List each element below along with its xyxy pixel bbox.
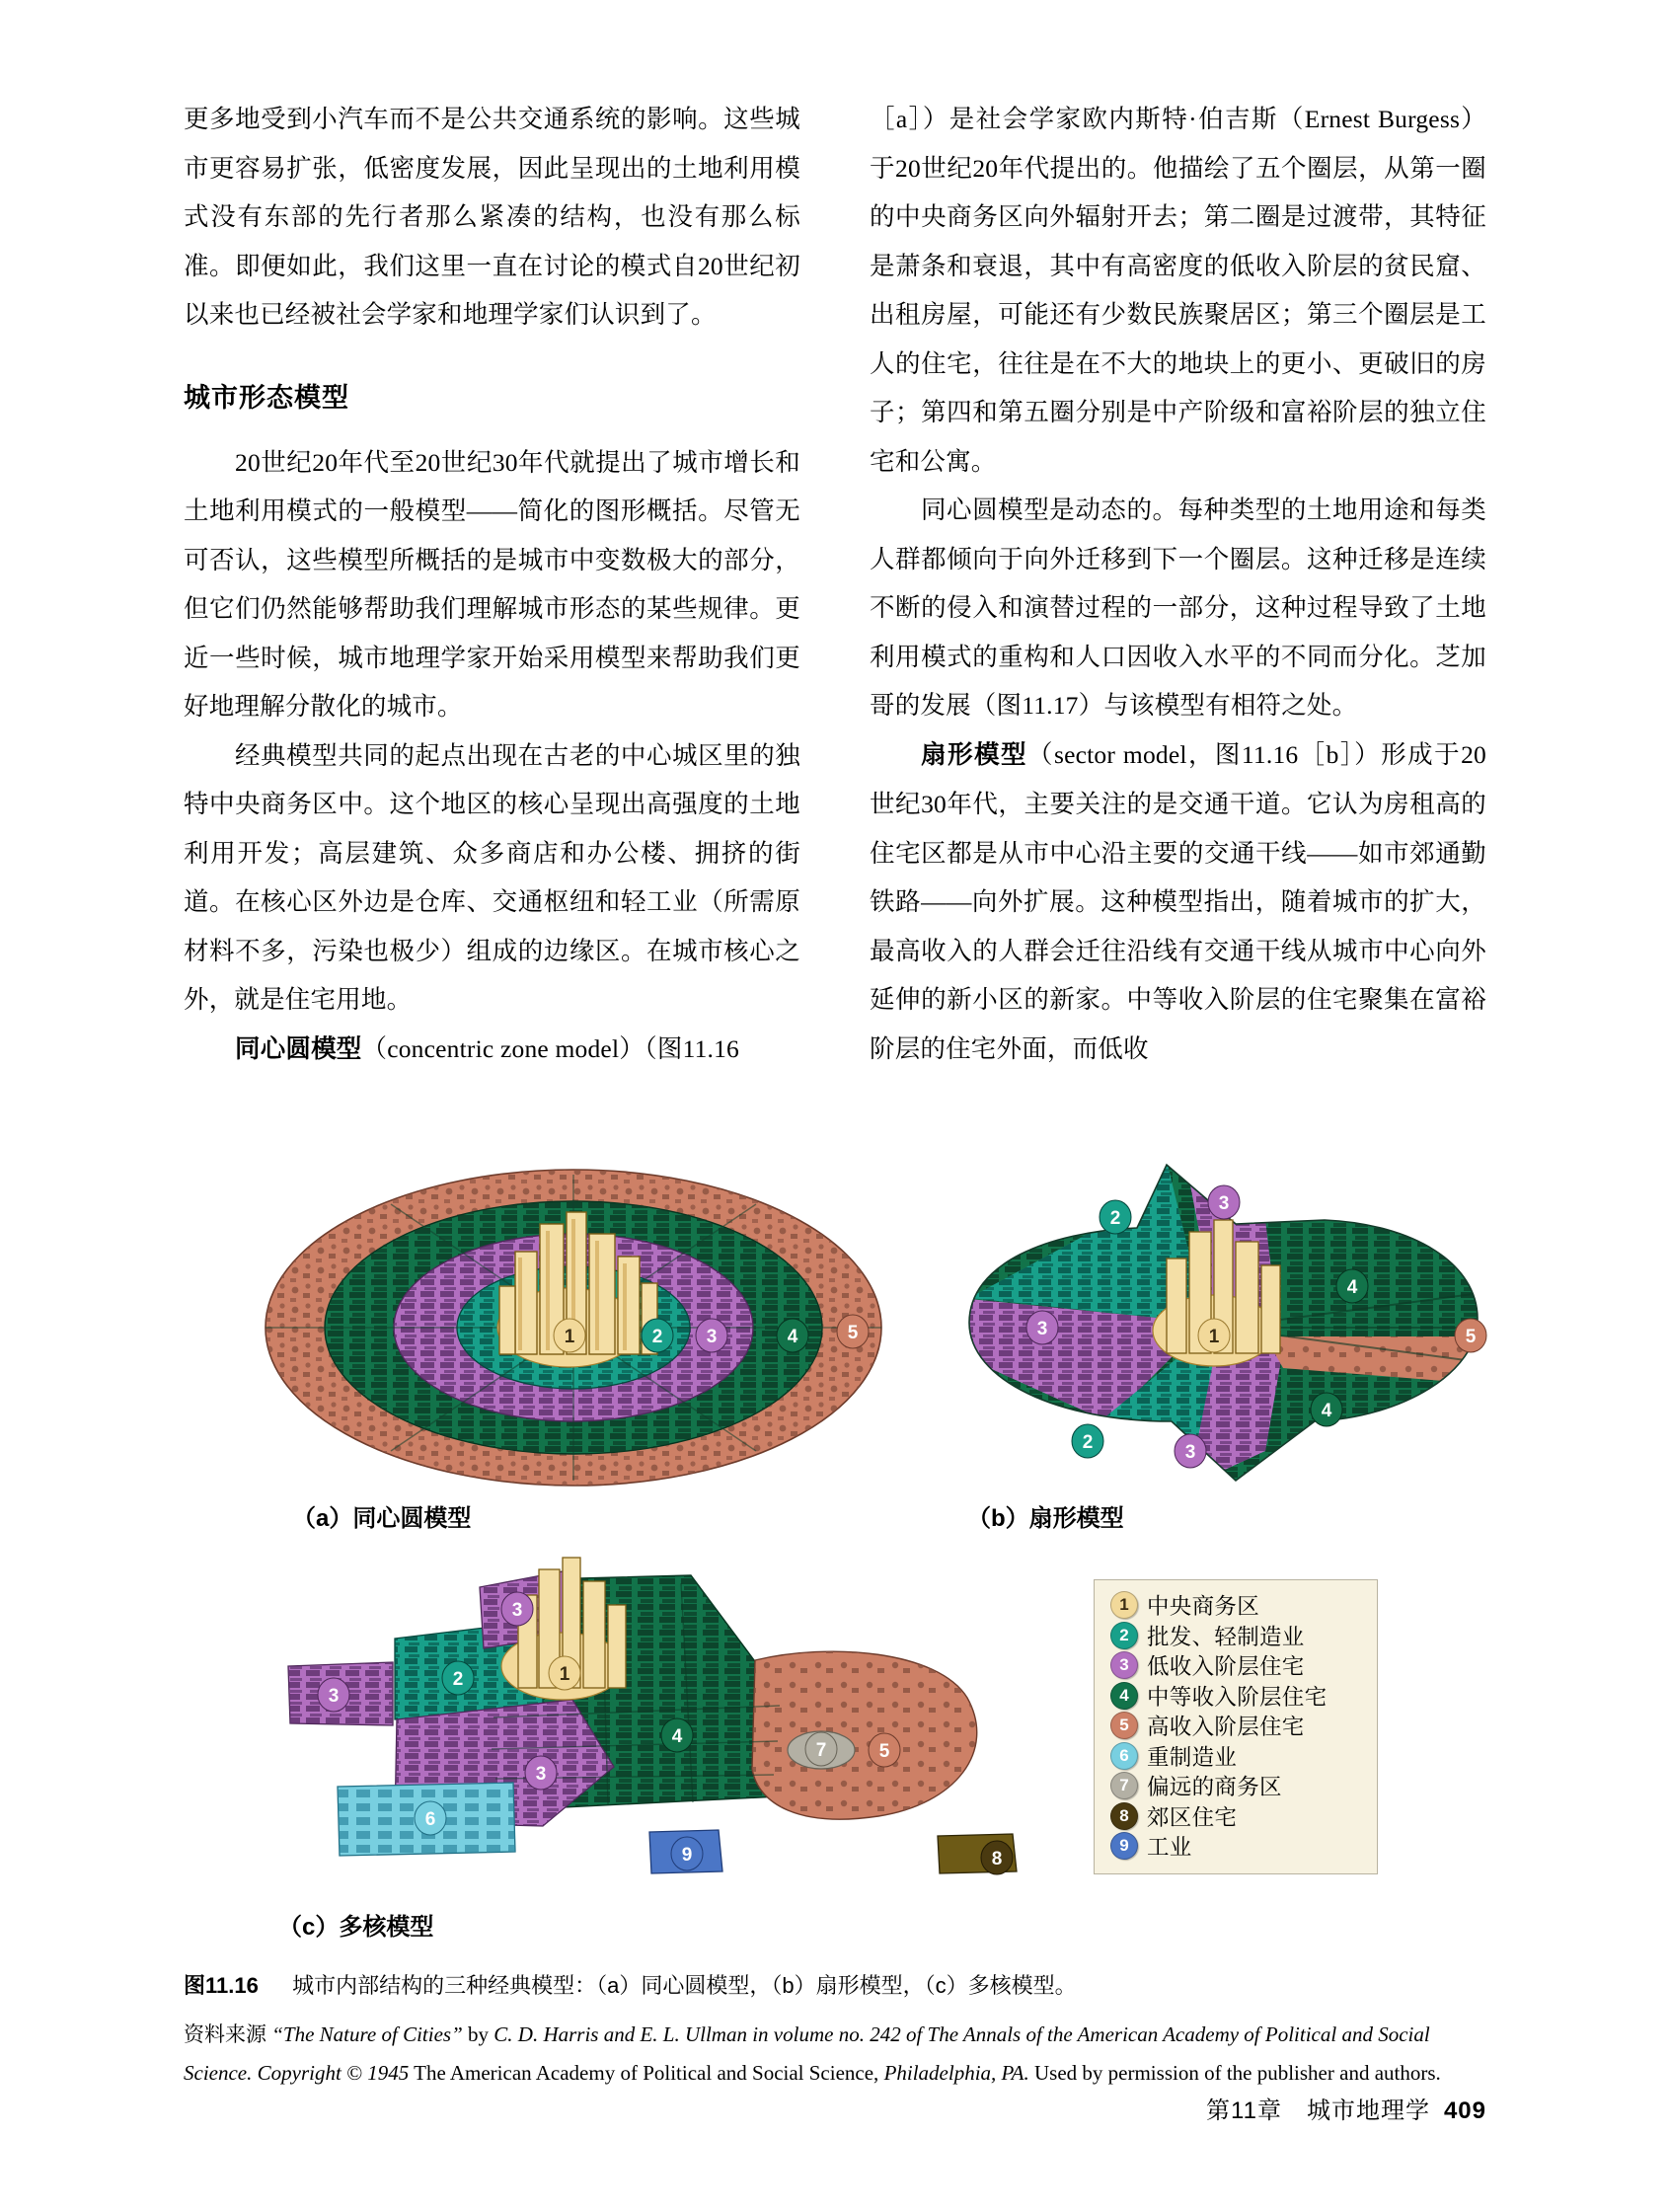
svg-text:2: 2 [1109,1208,1121,1229]
svg-text:2: 2 [1082,1432,1094,1453]
legend-number-badge: 3 [1110,1651,1138,1679]
svg-text:3: 3 [1218,1193,1230,1214]
svg-text:3: 3 [706,1327,718,1347]
source-authors: C. D. Harris and E. L. Ullman in volume no. 242 of The Annals of the American Academy of Political and Social Science. Copyright © 1945 [184,2022,1430,2085]
legend-label: 工业 [1147,1835,1192,1861]
left-paragraph-3: 经典模型共同的起点出现在古老的中心城区里的独特中央商务区中。这个地区的核心呈现出高强度的土地利用开发；高层建筑、众多商店和办公楼、拥挤的街道。在核心区外边是仓库、交通枢纽和轻工业（所需原材料不多，污染也极少）组成的边缘区。在城市核心之外，就是住宅用地。 [184,740,800,1014]
legend-number-badge: 7 [1110,1772,1138,1799]
svg-text:3: 3 [1036,1319,1048,1339]
figure-caption-text: 城市内部结构的三种经典模型：（a）同心圆模型，（b）扇形模型，（c）多核模型。 [292,1973,1077,1998]
legend-number-badge: 2 [1110,1622,1138,1649]
legend-label: 偏远的商务区 [1147,1775,1282,1800]
legend-number-badge: 1 [1110,1591,1138,1619]
legend-label: 批发、轻制造业 [1147,1624,1305,1649]
figure-number: 图11.16 [184,1973,259,1998]
figure-caption [184,1969,1486,2003]
svg-text:3: 3 [328,1686,340,1707]
legend-number-badge: 4 [1110,1682,1138,1710]
right-paragraph-3-rest: （sector model，图11.16［b］）形成于20世纪30年代，主要关注的是交通干道。它认为房租高的住宅区都是从市中心沿主要的交通干线——如市郊通勤铁路——向外扩展。这种模型指出，随着城市的扩大，最高收入的人群会迁往沿线有交通干线从城市中心向外延伸的新小区的新家。中等收入阶层的住宅聚集在富裕阶层的住宅外面，而低收 [870,739,1486,1063]
source-permission: Used by permission of the publisher and authors. [1028,2061,1441,2085]
right-paragraph-2: 同心圆模型是动态的。每种类型的土地用途和每类人群都倾向于向外迁移到下一个圈层。这种迁移是连续不断的侵入和演替过程的一部分，这种过程导致了土地利用模式的重构和人口因收入水平的不同而分化。芝加哥的发展（图11.17）与该模型有相符之处。 [870,496,1486,720]
svg-text:1: 1 [559,1664,570,1685]
term-sector-model: 扇形模型 [921,740,1027,769]
legend-row [1110,1831,1365,1862]
legend-row [1110,1590,1365,1621]
svg-text:2: 2 [452,1669,464,1690]
svg-text:4: 4 [787,1327,798,1347]
legend-number-badge: 8 [1110,1802,1138,1830]
svg-text:8: 8 [991,1849,1003,1869]
panel-c-caption: （c）多核模型 [278,1914,434,1941]
footer-page-number: 409 [1443,2098,1486,2124]
diagram-sector-model [940,1125,1492,1520]
svg-text:5: 5 [878,1741,890,1762]
svg-text:2: 2 [651,1327,663,1347]
source-by: by [462,2022,494,2046]
legend-row [1110,1650,1365,1681]
right-paragraph-1: ［a］）是社会学家欧内斯特·伯吉斯（Ernest Burgess）于20世纪20年代提出的。他描绘了五个圈层，从第一圈的中央商务区向外辐射开去；第二圈是过渡带，其特征是萧条和衰退，其中有高密度的低收入阶层的贫民窟、出租房屋，可能还有少数民族聚居区；第三个圈层是工人的住宅，往往是在不大的地块上的更小、更破旧的房子；第四和第五圈分别是中产阶级和富裕阶层的独立住宅和公寓。 [870,105,1486,476]
svg-text:4: 4 [1321,1401,1332,1421]
page-footer [0,2091,1486,2125]
left-paragraph-2: 20世纪20年代至20世纪30年代就提出了城市增长和土地利用模式的一般模型——简化的图形概括。尽管无可否认，这些模型所概括的是城市中变数极大的部分，但它们仍然能够帮助我们理解城市形态的某些规律。更近一些时候，城市地理学家开始采用模型来帮助我们更好地理解分散化的城市。 [184,447,800,721]
term-concentric-zone-model: 同心圆模型 [235,1034,362,1063]
source-city: Philadelphia, PA. [883,2061,1029,2085]
left-paragraph-4 [184,1025,800,1075]
left-column [184,95,800,1074]
svg-text:3: 3 [535,1764,547,1785]
diagram-concentric-zone-model [263,1125,884,1520]
footer-chapter: 第11章 城市地理学 [1206,2098,1430,2124]
svg-text:1: 1 [564,1327,575,1347]
legend-row [1110,1711,1365,1741]
source-publisher: The American Academy of Political and Social Science, [409,2061,884,2085]
right-column [870,95,1486,1074]
figure-source [184,2016,1488,2092]
svg-text:4: 4 [671,1726,683,1747]
legend-label: 中央商务区 [1147,1594,1260,1620]
svg-text:3: 3 [1184,1442,1196,1463]
two-column-text [184,95,1486,1074]
legend-label: 中等收入阶层住宅 [1147,1684,1328,1710]
section-heading: 城市形态模型 [184,382,349,413]
legend-number-badge: 5 [1110,1712,1138,1739]
svg-text:5: 5 [847,1323,859,1343]
svg-text:4: 4 [1346,1277,1358,1298]
source-label: 资料来源 [184,2023,266,2046]
svg-text:6: 6 [424,1809,436,1830]
legend-label: 低收入阶层住宅 [1147,1654,1305,1680]
svg-text:5: 5 [1465,1327,1477,1347]
legend-row [1110,1741,1365,1772]
left-paragraph-4-rest: （concentric zone model）（图11.16 [361,1033,740,1063]
legend-label: 郊区住宅 [1147,1804,1238,1830]
diagram-multiple-nuclei-model [247,1540,1026,1885]
legend-row [1110,1621,1365,1651]
figure-11-16 [0,1145,1669,1964]
legend-row [1110,1801,1365,1832]
panel-b-caption: （b）扇形模型 [967,1505,1124,1532]
svg-text:9: 9 [681,1845,693,1866]
svg-text:3: 3 [511,1600,523,1621]
legend-number-badge: 9 [1110,1832,1138,1860]
legend-row [1110,1681,1365,1712]
legend-label: 重制造业 [1147,1744,1238,1770]
legend-number-badge: 6 [1110,1742,1138,1770]
svg-text:7: 7 [815,1740,827,1761]
svg-text:1: 1 [1208,1327,1220,1347]
panel-a-caption: （a）同心圆模型 [292,1505,472,1532]
figure-legend [1094,1579,1378,1874]
right-paragraph-3 [870,730,1486,1074]
left-paragraph-1: 更多地受到小汽车而不是公共交通系统的影响。这些城市更容易扩张，低密度发展，因此呈现出的土地利用模式没有东部的先行者那么紧凑的结构，也没有那么标准。即便如此，我们这里一直在讨论的模式自20世纪初以来也已经被社会学家和地理学家们认识到了。 [184,105,800,329]
legend-row [1110,1771,1365,1801]
legend-label: 高收入阶层住宅 [1147,1715,1305,1740]
source-title: “The Nature of Cities” [271,2022,463,2046]
